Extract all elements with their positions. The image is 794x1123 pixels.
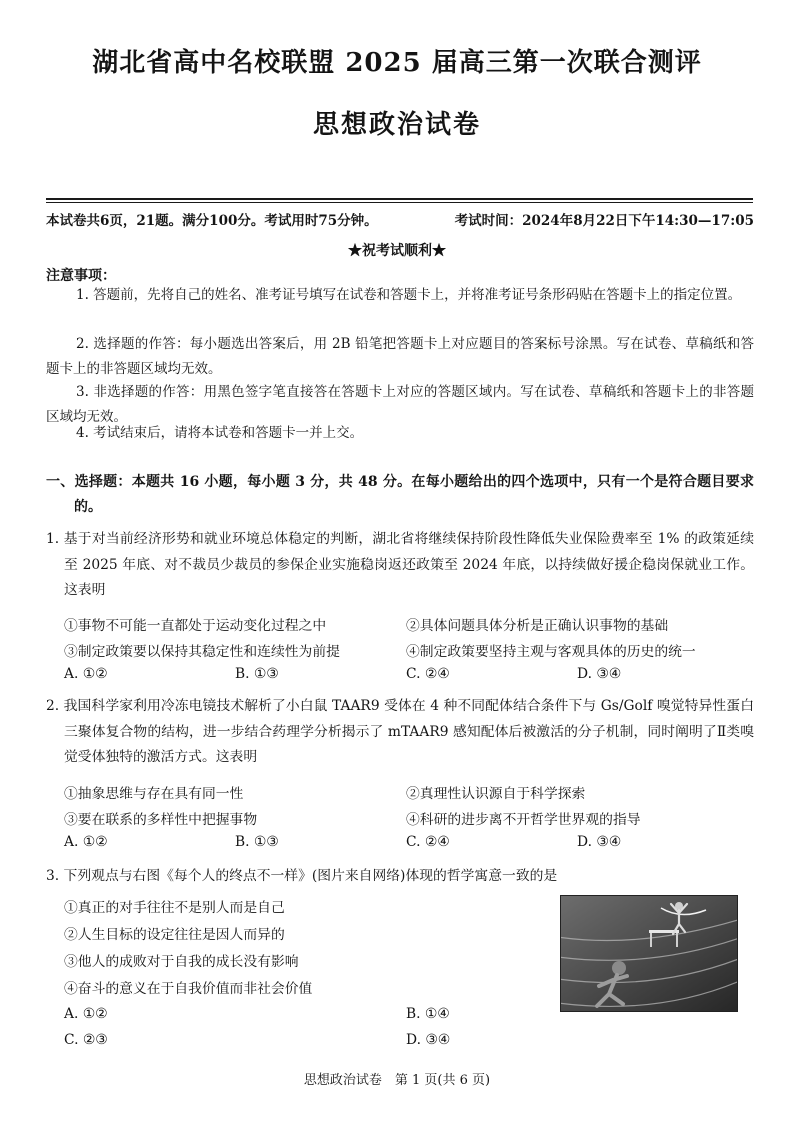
subject-title: 思想政治试卷 — [312, 110, 481, 140]
question-3-choice-a: A. ①② — [64, 1006, 108, 1022]
divider-line — [46, 198, 753, 200]
page-footer: 思想政治试卷 第 1 页(共 6 页) — [303, 1073, 491, 1088]
question-1-stem: 1. 基于对当前经济形势和就业环境总体稳定的判断，湖北省将继续保持阶段性降低失业保险费率至 1% 的政策延续至 2025 年底、对不裁员少裁员的参保企业实施稳岗返还政策至 2024 年底，以持续做好援企稳岗保就业工作。这表明 — [46, 531, 754, 598]
question-3-choice-d: D. ③④ — [406, 1032, 451, 1048]
notice-title: 注意事项： — [46, 268, 116, 284]
divider-line — [46, 202, 753, 203]
question-3-statement: ④奋斗的意义在于自我价值而非社会价值 — [64, 981, 313, 997]
question-2-statement: ①抽象思维与存在具有同一性 — [64, 786, 244, 802]
question-1-statement: ②具体问题具体分析是正确认识事物的基础 — [406, 618, 669, 634]
notice-item: 1. 答题前，先将自己的姓名、准考证号填写在试卷和答题卡上，并将准考证号条形码贴在答题卡上的指定位置。 — [76, 287, 742, 303]
runners-track-image — [561, 896, 738, 1012]
question-2-statement: ④科研的进步离不开哲学世界观的指导 — [406, 812, 641, 828]
question-3-choice-b: B. ①④ — [406, 1006, 450, 1022]
notice-item: 2. 选择题的作答：每小题选出答案后，用 2B 铅笔把答题卡上对应题目的答案标号涂黑。写在试卷、草稿纸和答题卡上的非答题区域均无效。 — [46, 336, 754, 377]
question-3-illustration — [560, 895, 738, 1012]
question-2-statement: ②真理性认识源自于科学探索 — [406, 786, 586, 802]
question-2-choice-d: D. ③④ — [577, 834, 622, 850]
question-2-statement: ③要在联系的多样性中把握事物 — [64, 812, 258, 828]
question-2-choice-c: C. ②④ — [406, 834, 450, 850]
notice-item: 3. 非选择题的作答：用黑色签字笔直接答在答题卡上对应的答题区域内。写在试卷、草稿纸和答题卡上的非答题区域均无效。 — [46, 384, 754, 425]
good-luck-banner: ★祝考试顺利★ — [348, 243, 446, 259]
exam-time: 考试时间：2024年8月22日下午14:30—17:05 — [454, 213, 754, 229]
question-1-statement: ①事物不可能一直都处于运动变化过程之中 — [64, 618, 327, 634]
question-1-choice-b: B. ①③ — [235, 666, 279, 682]
question-2-stem: 2. 我国科学家利用冷冻电镜技术解析了小白鼠 TAAR9 受体在 4 种不同配体结合条件下与 Gs/Golf 嗅觉特异性蛋白三聚体复合物的结构，进一步结合药理学分析揭示了 mTAAR9 感知配体后被激活的分子机制，同时阐明了Ⅱ类嗅觉受体独特的激活方式。这表明 — [46, 698, 754, 765]
question-3-statement: ①真正的对手往往不是别人而是自己 — [64, 900, 285, 916]
question-3-choice-c: C. ②③ — [64, 1032, 108, 1048]
question-3-statement: ③他人的成败对于自我的成长没有影响 — [64, 954, 299, 970]
question-1-statement: ③制定政策要以保持其稳定性和连续性为前提 — [64, 644, 340, 660]
exam-info: 本试卷共6页，21题。满分100分。考试用时75分钟。 — [46, 213, 378, 229]
notice-item: 4. 考试结束后，请将本试卷和答题卡一并上交。 — [76, 425, 364, 441]
question-3-stem: 3. 下列观点与右图《每个人的终点不一样》(图片来自网络)体现的哲学寓意一致的是 — [46, 868, 558, 884]
section-heading: 一、选择题：本题共 16 小题，每小题 3 分，共 48 分。在每小题给出的四个选项中，只有一个是符合题目要求的。 — [46, 474, 754, 515]
question-1-choice-c: C. ②④ — [406, 666, 450, 682]
page-title: 湖北省高中名校联盟 2025 届高三第一次联合测评 — [92, 48, 702, 78]
question-1-choice-a: A. ①② — [64, 666, 108, 682]
question-1-choice-d: D. ③④ — [577, 666, 622, 682]
question-2-choice-b: B. ①③ — [235, 834, 279, 850]
question-1-statement: ④制定政策要坚持主观与客观具体的历史的统一 — [406, 644, 696, 660]
question-3-statement: ②人生目标的设定往往是因人而异的 — [64, 927, 285, 943]
question-2-choice-a: A. ①② — [64, 834, 108, 850]
